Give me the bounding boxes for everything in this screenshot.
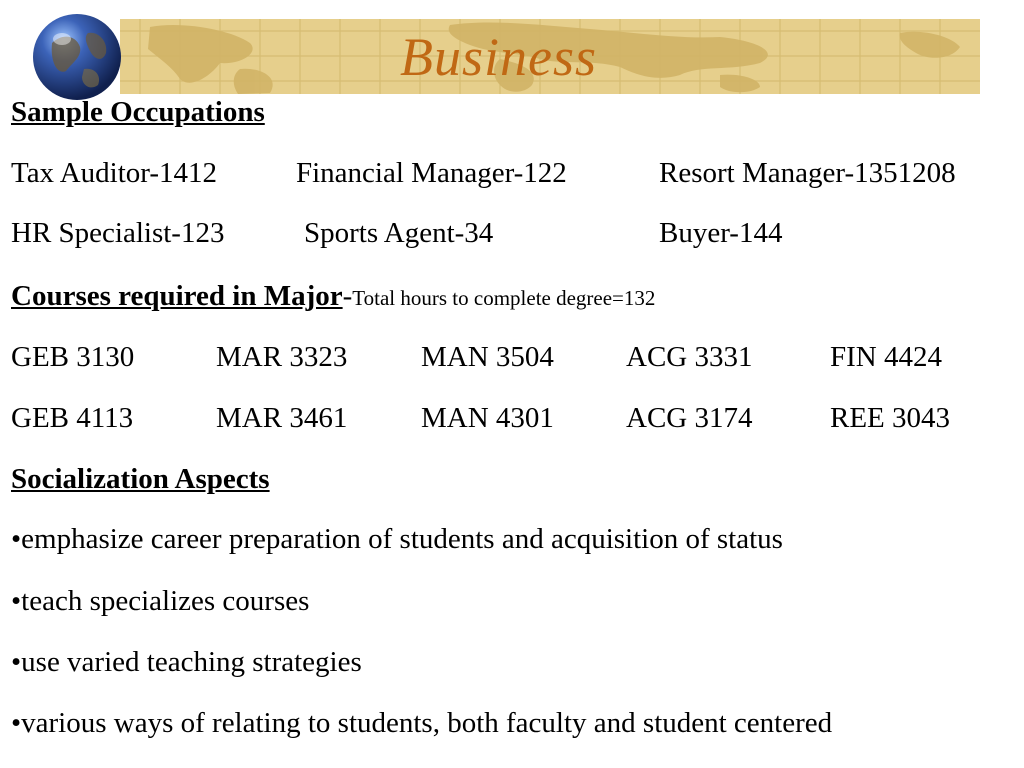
socialization-heading: Socialization Aspects xyxy=(11,463,270,495)
course-code: GEB 3130 xyxy=(11,341,135,373)
courses-heading-line xyxy=(11,281,655,313)
course-code: ACG 3331 xyxy=(626,341,753,373)
course-code: MAR 3461 xyxy=(216,402,348,434)
courses-heading: Courses required in Major xyxy=(11,280,343,312)
occupation-item: HR Specialist-123 xyxy=(11,217,225,249)
page-title: Business xyxy=(400,27,597,87)
course-code: MAR 3323 xyxy=(216,341,348,373)
course-code: ACG 3174 xyxy=(626,402,753,434)
course-code: FIN 4424 xyxy=(830,341,942,373)
occupation-item: Resort Manager-1351208 xyxy=(659,157,956,189)
bullet-item: •emphasize career preparation of students and acquisition of status xyxy=(11,523,783,555)
courses-separator: - xyxy=(342,280,353,312)
total-hours-note: Total hours to complete degree=132 xyxy=(352,286,656,310)
occupations-heading: Sample Occupations xyxy=(11,96,265,128)
course-code: GEB 4113 xyxy=(11,402,134,434)
course-code: MAN 3504 xyxy=(421,341,554,373)
bullet-item: •teach specializes courses xyxy=(11,585,310,617)
occupation-item: Tax Auditor-1412 xyxy=(11,157,218,189)
occupation-item: Sports Agent-34 xyxy=(304,217,494,249)
course-code: REE 3043 xyxy=(830,402,951,434)
bullet-item: •various ways of relating to students, both faculty and student centered xyxy=(11,707,833,739)
course-code: MAN 4301 xyxy=(421,402,554,434)
bullet-item: •use varied teaching strategies xyxy=(11,646,362,678)
globe-icon xyxy=(32,13,122,101)
occupation-item: Buyer-144 xyxy=(659,217,783,249)
occupation-item: Financial Manager-122 xyxy=(296,157,567,189)
